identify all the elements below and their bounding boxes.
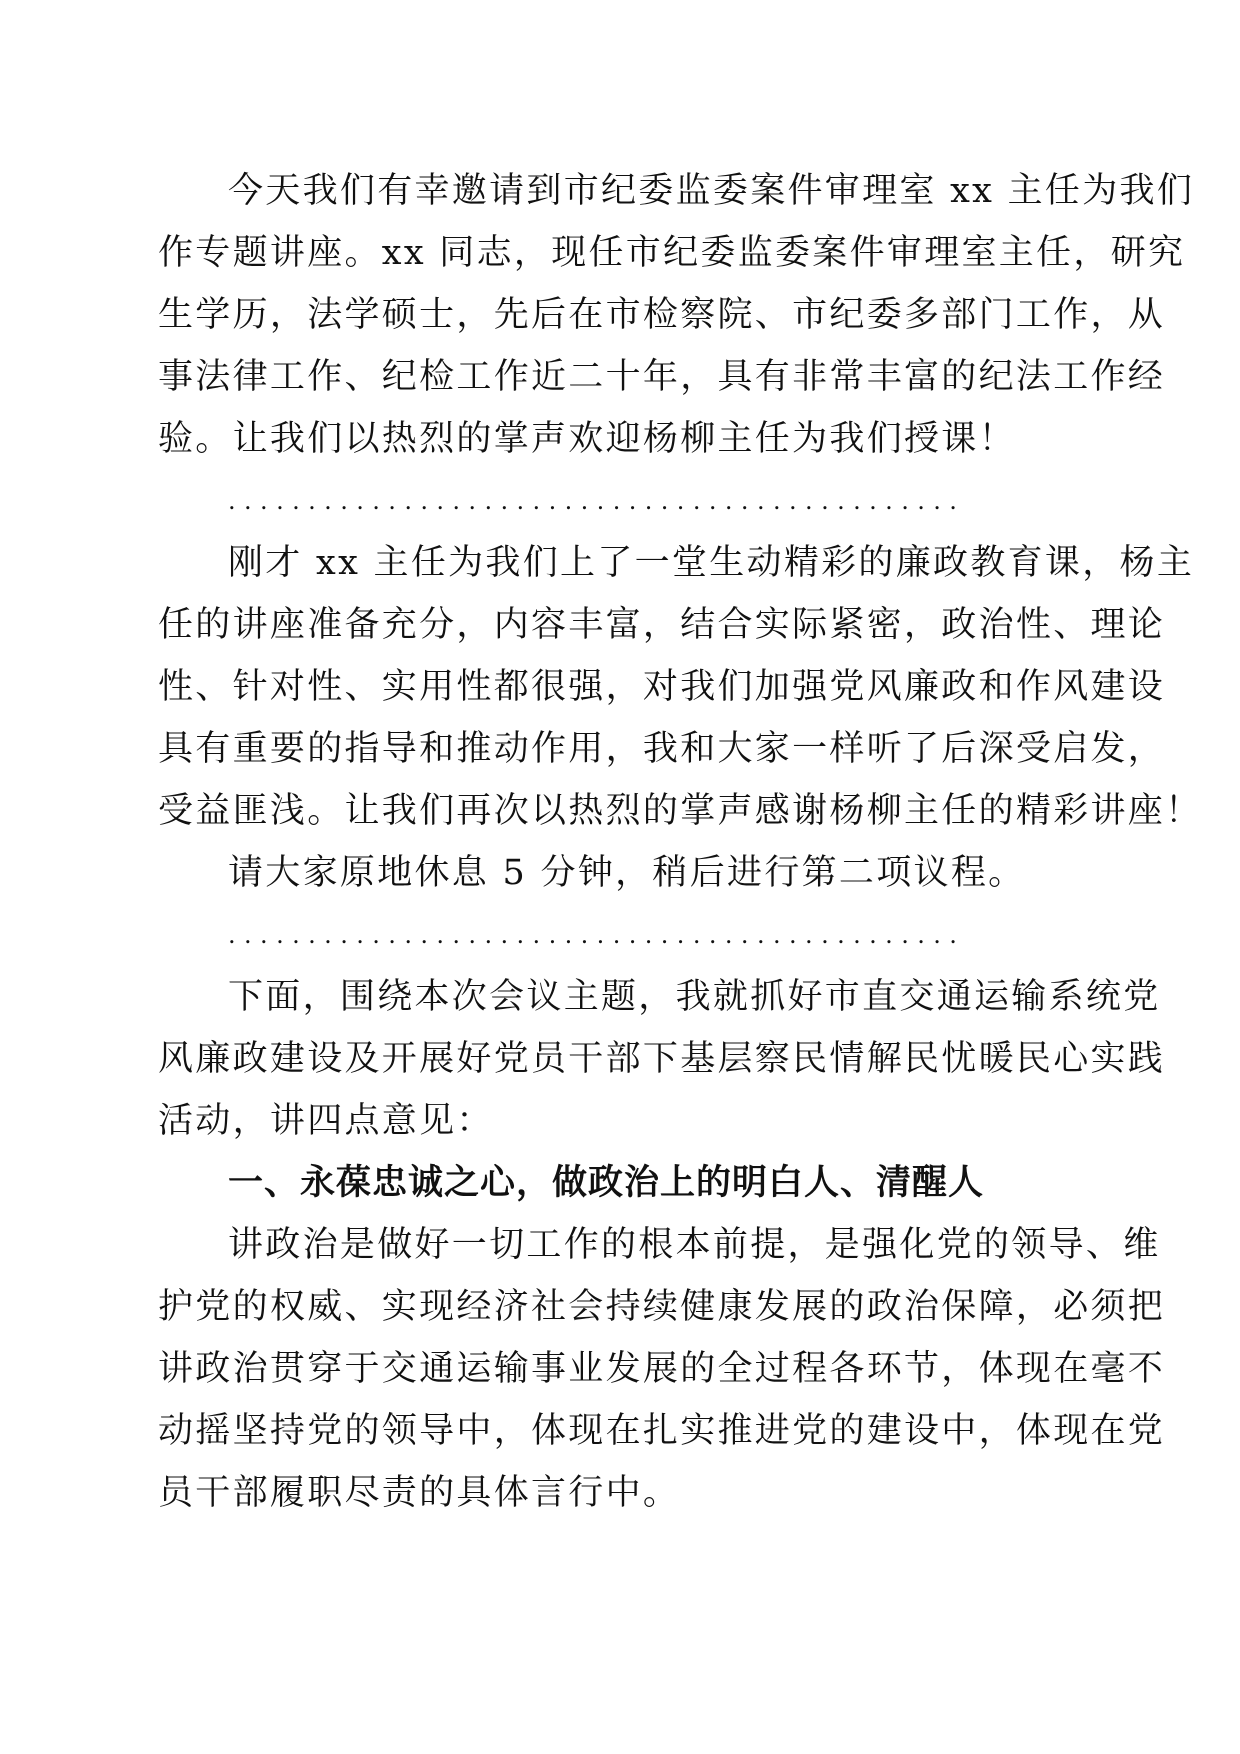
paragraph-line: 动摇坚持党的领导中，体现在扎实推进党的建设中，体现在党 bbox=[158, 1411, 1166, 1451]
paragraph-line: 刚才 xx 主任为我们上了一堂生动精彩的廉政教育课，杨主 bbox=[228, 543, 1195, 583]
paragraph-line: 任的讲座准备充分，内容丰富，结合实际紧密，政治性、理论 bbox=[158, 605, 1166, 645]
opening-paragraph bbox=[158, 966, 1166, 1152]
paragraph-line: 护党的权威、实现经济社会持续健康发展的政治保障，必须把 bbox=[158, 1287, 1166, 1327]
thanks-paragraph bbox=[158, 532, 1203, 842]
paragraph-line: 作专题讲座。xx 同志，现任市纪委监委案件审理室主任，研究 bbox=[158, 233, 1186, 273]
paragraph-line: 活动，讲四点意见： bbox=[158, 1101, 494, 1141]
paragraph-line: 受益匪浅。让我们再次以热烈的掌声感谢杨柳主任的精彩讲座！ bbox=[158, 791, 1203, 831]
document-page bbox=[158, 160, 1203, 1524]
section-separator: .............................................. bbox=[228, 921, 966, 949]
paragraph-line: 讲政治是做好一切工作的根本前提，是强化党的领导、维 bbox=[228, 1225, 1161, 1265]
paragraph-line: 下面，围绕本次会议主题，我就抓好市直交通运输系统党 bbox=[228, 977, 1161, 1017]
paragraph-line: 员干部履职尽责的具体言行中。 bbox=[158, 1473, 681, 1513]
section-heading: 一、永葆忠诚之心，做政治上的明白人、清醒人 bbox=[228, 1163, 985, 1203]
paragraph-line: 讲政治贯穿于交通运输事业发展的全过程各环节，体现在毫不 bbox=[158, 1349, 1166, 1389]
section-separator: .............................................. bbox=[228, 487, 966, 515]
paragraph-line: 性、针对性、实用性都很强，对我们加强党风廉政和作风建设 bbox=[158, 667, 1166, 707]
section-paragraph bbox=[158, 1214, 1166, 1524]
break-announcement: 请大家原地休息 5 分钟，稍后进行第二项议程。 bbox=[228, 853, 1026, 893]
paragraph-line: 生学历，法学硕士，先后在市检察院、市纪委多部门工作，从 bbox=[158, 295, 1166, 335]
paragraph-line: 今天我们有幸邀请到市纪委监委案件审理室 xx 主任为我们 bbox=[228, 171, 1195, 211]
paragraph-line: 具有重要的指导和推动作用，我和大家一样听了后深受启发， bbox=[158, 729, 1166, 769]
paragraph-line: 验。让我们以热烈的掌声欢迎杨柳主任为我们授课！ bbox=[158, 419, 1016, 459]
paragraph-line: 风廉政建设及开展好党员干部下基层察民情解民忧暖民心实践 bbox=[158, 1039, 1166, 1079]
intro-paragraph bbox=[158, 160, 1195, 470]
paragraph-line: 事法律工作、纪检工作近二十年，具有非常丰富的纪法工作经 bbox=[158, 357, 1166, 397]
